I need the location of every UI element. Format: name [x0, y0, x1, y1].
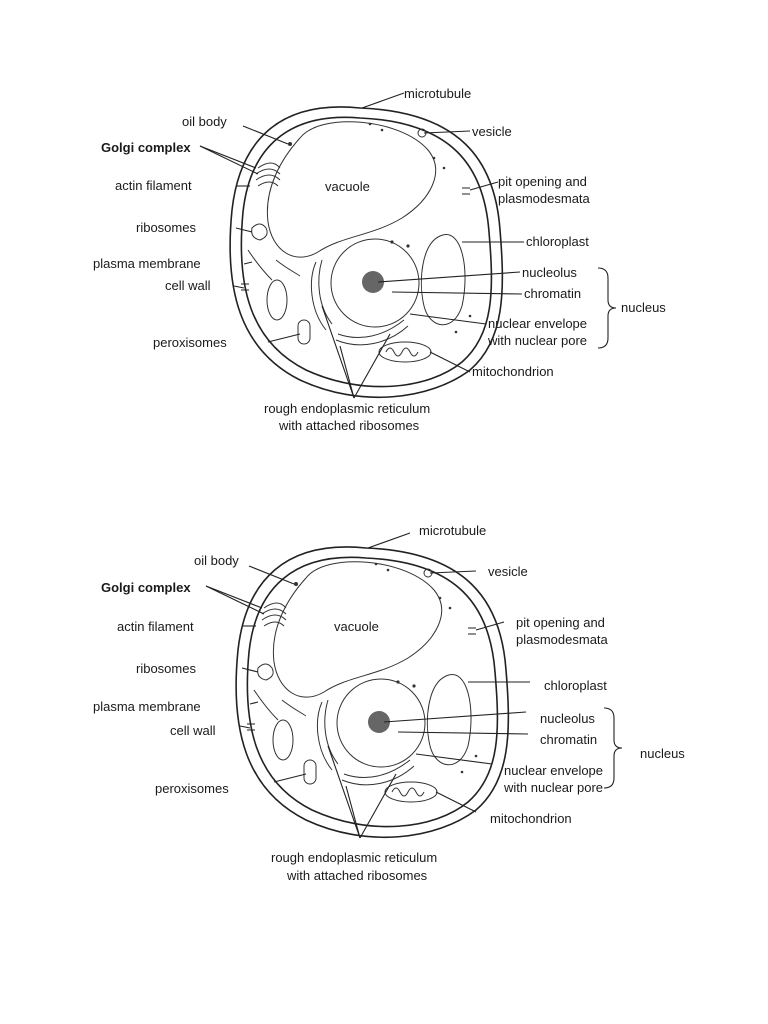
label-ribosomes: ribosomes — [136, 220, 196, 235]
label-microtubule: microtubule — [404, 86, 472, 101]
label-peroxisomes: peroxisomes — [155, 781, 229, 796]
label-nucleus: nucleus — [640, 746, 685, 761]
cell-illustration — [230, 107, 502, 397]
label-actin-filament: actin filament — [117, 619, 194, 634]
cell-illustration — [236, 547, 508, 837]
label-ribosomes: ribosomes — [136, 661, 196, 676]
label-pit-opening: pit opening and — [516, 615, 605, 630]
label-mitochondrion: mitochondrion — [472, 364, 554, 379]
label-vacuole: vacuole — [334, 619, 379, 634]
label-actin-filament: actin filament — [115, 178, 192, 193]
label-chloroplast: chloroplast — [526, 234, 589, 249]
label-mitochondrion: mitochondrion — [490, 811, 572, 826]
label-golgi-complex: Golgi complex — [101, 580, 191, 595]
label-plasmodesmata: plasmodesmata — [498, 191, 590, 206]
label-pit-opening: pit opening and — [498, 174, 587, 189]
label-vesicle: vesicle — [472, 124, 512, 139]
label-nuclear-envelope: nuclear envelope — [488, 316, 588, 331]
label-plasmodesmata: plasmodesmata — [516, 632, 608, 647]
label-plasma-membrane: plasma membrane — [93, 256, 201, 271]
label-plasma-membrane: plasma membrane — [93, 699, 201, 714]
label-vesicle: vesicle — [488, 564, 528, 579]
label-peroxisomes: peroxisomes — [153, 335, 227, 350]
label-nucleolus: nucleolus — [540, 711, 595, 726]
label-cell-wall: cell wall — [170, 723, 216, 738]
label-rer: rough endoplasmic reticulum — [271, 850, 438, 865]
cell-diagram-2 — [93, 523, 685, 883]
label-rer-ribosomes: with attached ribosomes — [279, 418, 420, 433]
label-nuclear-pore: with nuclear pore — [504, 780, 603, 795]
label-rer: rough endoplasmic reticulum — [264, 401, 431, 416]
label-vacuole: vacuole — [325, 179, 370, 194]
cell-diagram-1 — [93, 86, 666, 433]
label-nuclear-envelope: nuclear envelope — [504, 763, 604, 778]
label-rer-ribosomes: with attached ribosomes — [287, 868, 428, 883]
label-nucleolus: nucleolus — [522, 265, 577, 280]
label-chloroplast: chloroplast — [544, 678, 607, 693]
label-oil-body: oil body — [194, 553, 239, 568]
label-cell-wall: cell wall — [165, 278, 211, 293]
label-microtubule: microtubule — [419, 523, 487, 538]
label-golgi-complex: Golgi complex — [101, 140, 191, 155]
label-nuclear-pore: with nuclear pore — [488, 333, 587, 348]
label-chromatin: chromatin — [524, 286, 582, 301]
label-oil-body: oil body — [182, 114, 227, 129]
label-nucleus: nucleus — [621, 300, 666, 315]
label-chromatin: chromatin — [540, 732, 598, 747]
